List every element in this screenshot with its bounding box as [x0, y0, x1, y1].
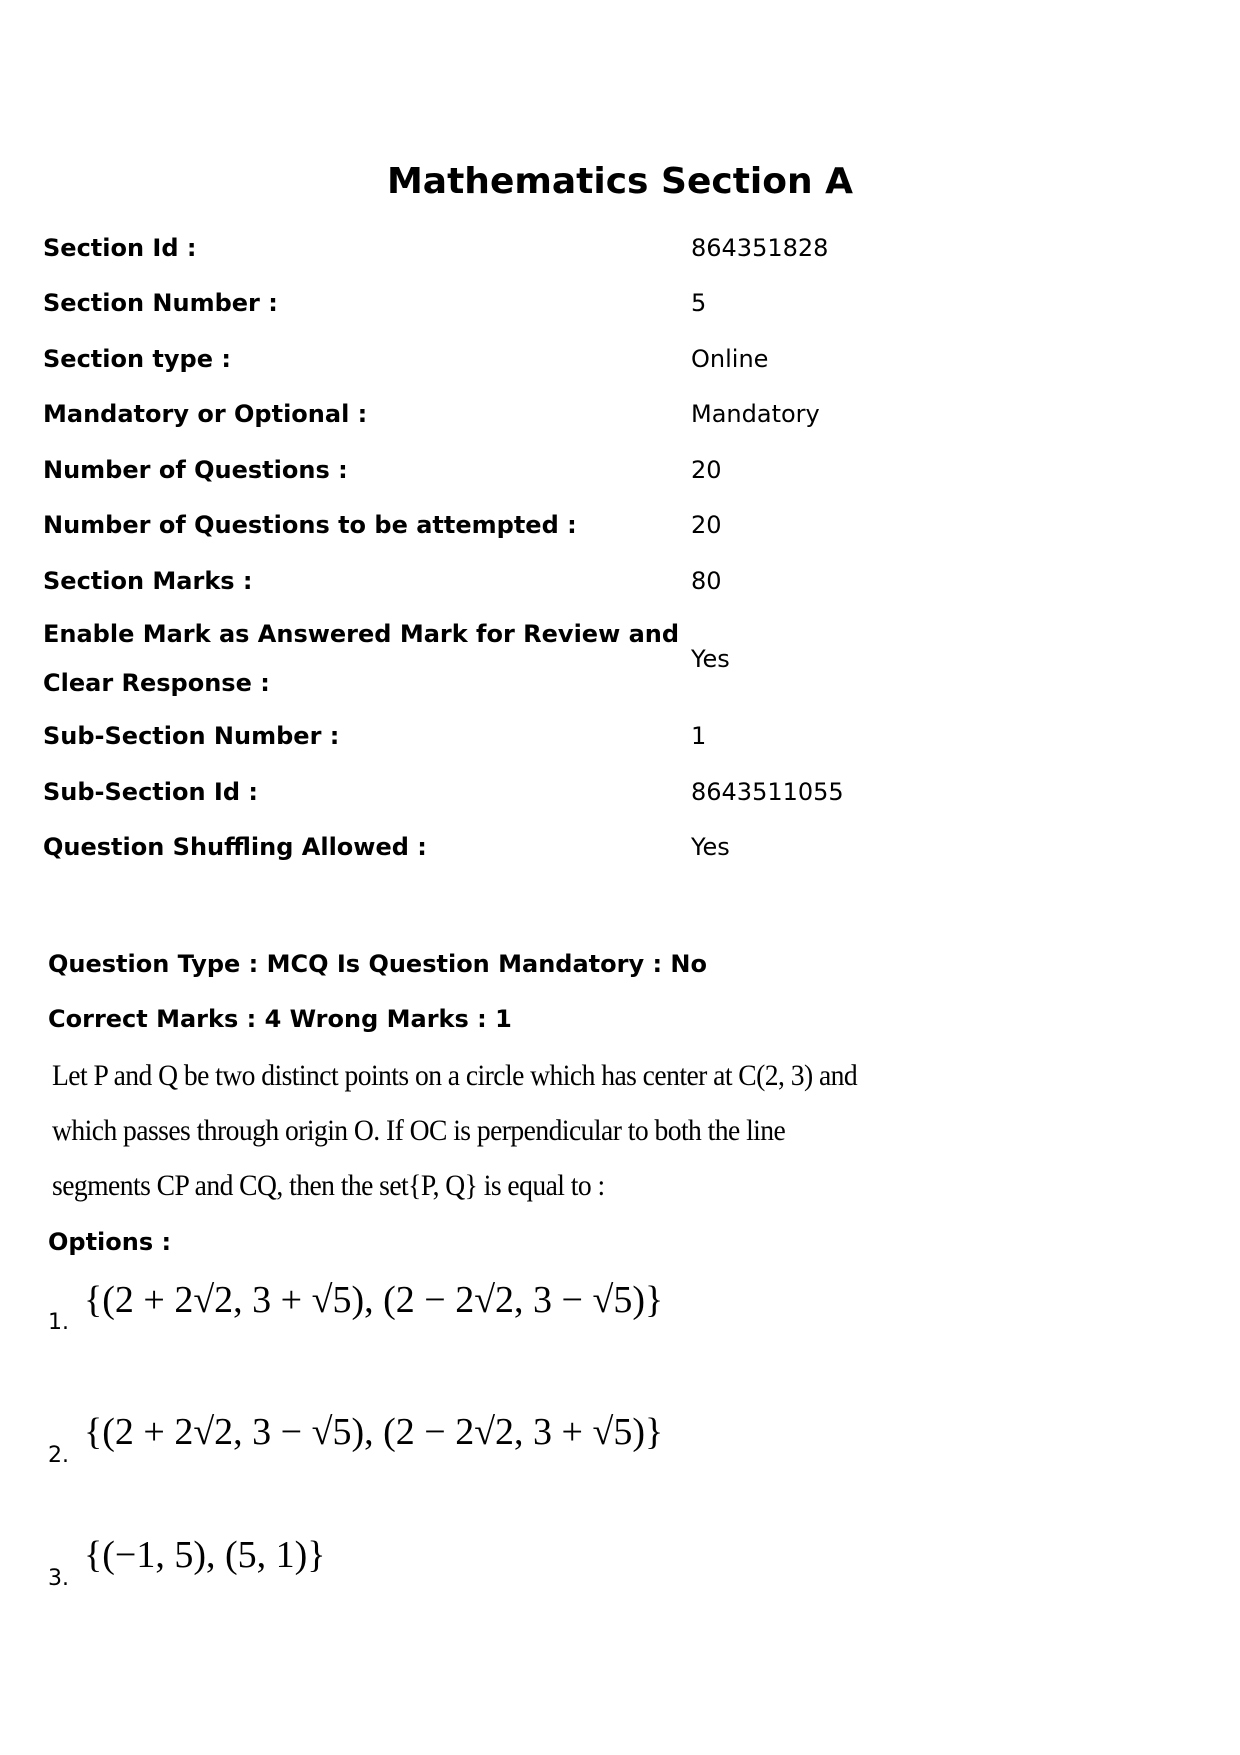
info-row-num-attempted [43, 498, 1193, 554]
info-row-shuffling [43, 820, 1193, 876]
info-value: 864351828 [691, 233, 829, 262]
option-expression: {(2 + 2√2, 3 − √5), (2 − 2√2, 3 + √5)} [84, 1411, 664, 1453]
info-value: Yes [691, 833, 730, 862]
info-label: Question Shuffling Allowed : [43, 833, 427, 862]
question-type-line: Question Type : MCQ Is Question Mandatory : No [48, 950, 707, 978]
info-row-enable-mark [43, 609, 1193, 709]
info-label: Mandatory or Optional : [43, 400, 368, 429]
info-label: Sub-Section Id : [43, 777, 258, 806]
info-value: 8643511055 [691, 777, 844, 806]
info-row-section-marks [43, 553, 1193, 609]
info-row-num-questions [43, 442, 1193, 498]
info-label: Section Number : [43, 289, 278, 318]
info-row-subsection-number [43, 709, 1193, 765]
info-row-section-number [43, 276, 1193, 332]
info-row-mandatory [43, 387, 1193, 443]
info-value: Mandatory [691, 400, 820, 429]
info-value: 5 [691, 289, 707, 318]
info-label: Enable Mark as Answered Mark for Review and Clear Response : [43, 619, 680, 697]
info-row-subsection-id [43, 764, 1193, 820]
option-number: 3. [48, 1566, 69, 1591]
option-number: 2. [48, 1443, 69, 1468]
info-row-section-type [43, 331, 1193, 387]
options-label: Options : [48, 1228, 172, 1256]
section-info-table [43, 220, 1193, 875]
info-label: Section Id : [43, 233, 197, 262]
info-value: 20 [691, 455, 722, 484]
info-value: 20 [691, 511, 722, 540]
option-number: 1. [48, 1310, 69, 1335]
option-expression: {(2 + 2√2, 3 + √5), (2 − 2√2, 3 − √5)} [84, 1279, 664, 1321]
info-row-section-id [43, 220, 1193, 276]
info-label: Number of Questions : [43, 455, 348, 484]
info-label: Section Marks : [43, 566, 253, 595]
info-label: Sub-Section Number : [43, 722, 340, 751]
info-value: Yes [691, 644, 730, 673]
info-label: Number of Questions to be attempted : [43, 511, 577, 540]
question-text: Let P and Q be two distinct points on a circle which has center at C(2, 3) and which passes through origin O. If OC is perpendicular to both the line segments CP and CQ, then the set{P, Q} is equal to : [52, 1059, 858, 1202]
info-value: 1 [691, 722, 707, 751]
question-marks-line: Correct Marks : 4 Wrong Marks : 1 [48, 1005, 512, 1033]
info-label: Section type : [43, 344, 231, 373]
page-title: Mathematics Section A [386, 161, 853, 202]
info-value: Online [691, 344, 769, 373]
option-expression: {(−1, 5), (5, 1)} [84, 1534, 326, 1576]
info-value: 80 [691, 566, 722, 595]
